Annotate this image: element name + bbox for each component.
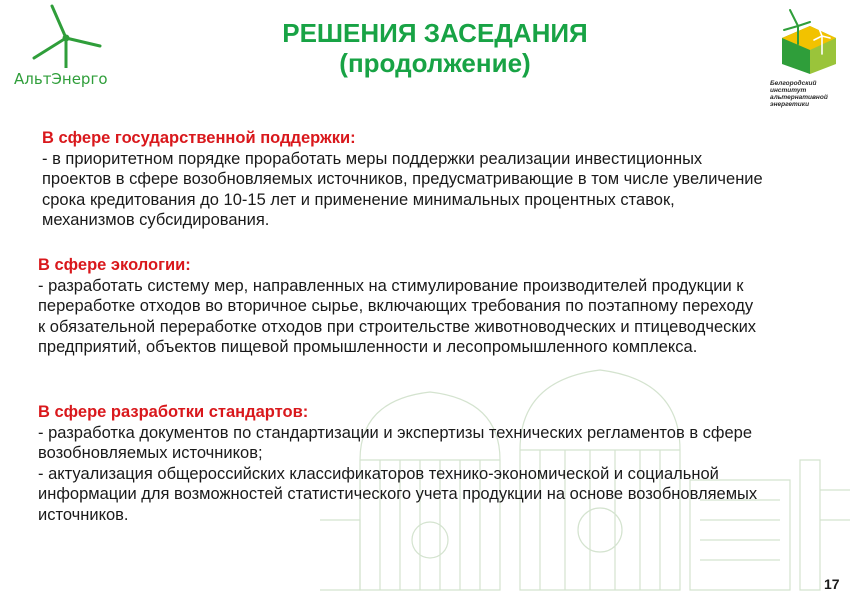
section-heading: В сфере разработки стандартов:	[38, 403, 309, 421]
page-title	[200, 18, 670, 78]
institute-logo	[770, 8, 846, 108]
section-heading: В сфере государственной поддержки:	[42, 129, 356, 147]
altenergo-logo	[10, 4, 120, 90]
section-heading: В сфере экологии:	[38, 256, 191, 274]
page-number: 17	[824, 576, 840, 592]
section-line: механизмов субсидирования.	[42, 211, 270, 229]
institute-logo-line-3: энергетики	[770, 101, 810, 108]
logo-left-text: АльтЭнерго	[14, 70, 108, 88]
institute-logo-text	[770, 80, 846, 108]
section-line: источников.	[38, 505, 129, 524]
wind-turbine-icon	[32, 4, 102, 68]
section-standards	[38, 402, 838, 525]
institute-logo-icon	[774, 8, 840, 78]
section-line: предприятий, объектов пищевой промышленности и лесопромышленного комплекса.	[38, 338, 698, 356]
section-line: - разработка документов по стандартизации и экспертизы технических регламентов в сфере	[38, 423, 753, 442]
title-line-2: (продолжение)	[339, 48, 531, 78]
section-line: проектов в сфере возобновляемых источников, предусматривающие в том числе увеличение	[42, 170, 763, 188]
section-state-support	[42, 128, 842, 231]
section-line: к обязательной переработке отходов при строительстве животноводческих и птицеводческих	[38, 317, 757, 336]
institute-logo-line-2: альтернативной	[770, 94, 828, 101]
section-line: возобновляемых источников;	[38, 444, 263, 462]
section-line: - актуализация общероссийских классификаторов технико-экономической и социальной	[38, 464, 719, 483]
section-line: срока кредитования до 10-15 лет и применение минимальных процентных ставок,	[42, 190, 675, 209]
section-ecology	[38, 255, 838, 358]
institute-logo-line-1: Белгородский институт	[770, 80, 817, 94]
title-line-1: РЕШЕНИЯ ЗАСЕДАНИЯ	[282, 18, 588, 48]
section-line: переработке отходов во вторичное сырье, включающих требования по поэтапному переходу	[38, 297, 754, 315]
section-line: - разработать систему мер, направленных на стимулирование производителей продукции к	[38, 276, 744, 295]
section-line: информации для возможностей статистического учета продукции на основе возобновляемых	[38, 485, 758, 503]
section-line: - в приоритетном порядке проработать меры поддержки реализации инвестиционных	[42, 149, 703, 168]
